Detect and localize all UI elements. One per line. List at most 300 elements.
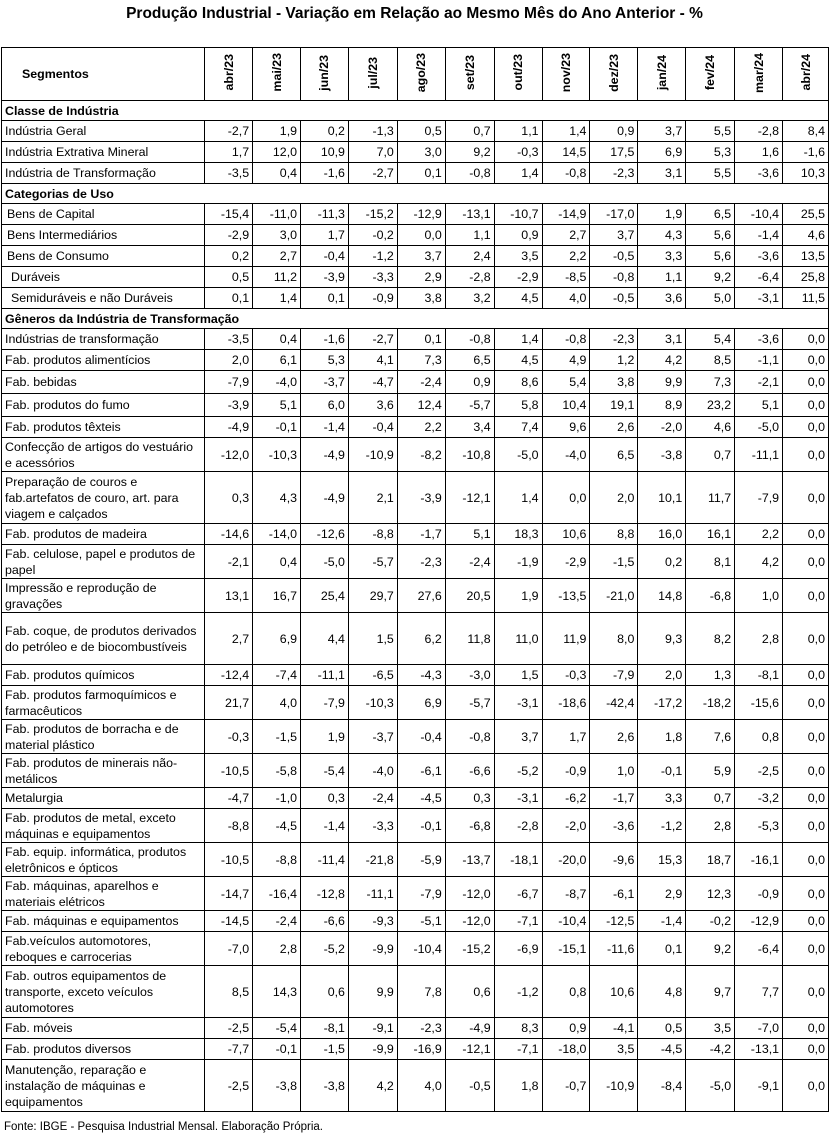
value-cell: -10,9 [590,1060,638,1112]
value-cell: 11,5 [783,288,829,309]
section-title: Gêneros da Indústria de Transformação [2,309,829,329]
value-cell: 1,4 [494,329,542,350]
value-cell: -1,2 [494,966,542,1018]
value-cell: -9,1 [735,1060,783,1112]
value-cell: 8,5 [205,966,253,1018]
value-cell: -8,4 [638,1060,686,1112]
value-cell: 6,5 [590,438,638,472]
value-cell: -9,6 [590,843,638,877]
value-cell: -1,3 [348,121,397,142]
value-cell: 10,4 [542,394,590,417]
value-cell: 0,3 [205,472,253,524]
value-cell: 0,3 [301,788,349,809]
table-row [2,438,829,472]
column-header [735,48,783,101]
source-note: Fonte: IBGE - Pesquisa Industrial Mensal. Elaboração Própria. [4,1121,323,1133]
value-cell: 3,7 [494,720,542,754]
value-cell: -0,8 [445,329,494,350]
value-cell: 5,1 [445,524,494,545]
value-cell: 5,1 [253,394,301,417]
column-header-label: jan/24 [654,54,669,91]
value-cell: -3,6 [735,329,783,350]
value-cell: 4,2 [735,545,783,579]
value-cell: -1,0 [253,788,301,809]
value-cell: 11,9 [542,613,590,665]
value-cell: -5,1 [397,911,445,932]
value-cell: 0,0 [783,350,829,371]
value-cell: -15,4 [205,204,253,225]
value-cell: 1,8 [494,1060,542,1112]
row-label: Impressão e reprodução de gravações [2,579,205,613]
value-cell: -7,0 [735,1018,783,1039]
value-cell: -1,4 [301,809,349,843]
value-cell: 0,6 [301,966,349,1018]
value-cell: 2,6 [590,720,638,754]
table-row [2,665,829,686]
table-row [2,225,829,246]
value-cell: 27,6 [397,579,445,613]
value-cell: 4,2 [638,350,686,371]
value-cell: -2,5 [205,1018,253,1039]
value-cell: 3,0 [253,225,301,246]
value-cell: -0,8 [445,720,494,754]
value-cell: -7,9 [301,686,349,720]
value-cell: 15,3 [638,843,686,877]
value-cell: 2,2 [735,524,783,545]
value-cell: 5,3 [686,142,735,163]
value-cell: -1,6 [783,142,829,163]
value-cell: -0,1 [397,809,445,843]
value-cell: -5,4 [301,754,349,788]
value-cell: 9,9 [638,371,686,394]
row-label: Confecção de artigos do vestuário e acessórios [2,438,205,472]
value-cell: -6,2 [542,788,590,809]
value-cell: 1,7 [301,225,349,246]
value-cell: 0,1 [301,288,349,309]
value-cell: 19,1 [590,394,638,417]
value-cell: 0,1 [638,932,686,966]
value-cell: 0,0 [783,843,829,877]
value-cell: 3,5 [686,1018,735,1039]
value-cell: -6,6 [445,754,494,788]
value-cell: -4,9 [205,417,253,438]
value-cell: 2,2 [542,246,590,267]
value-cell: -2,3 [397,545,445,579]
table-row [2,142,829,163]
value-cell: 1,4 [494,472,542,524]
value-cell: 12,3 [686,877,735,911]
value-cell: -3,6 [735,163,783,184]
value-cell: 11,2 [253,267,301,288]
value-cell: 5,5 [686,121,735,142]
value-cell: -2,4 [348,788,397,809]
value-cell: 10,3 [783,163,829,184]
value-cell: -2,7 [348,163,397,184]
table-row [2,809,829,843]
value-cell: -3,1 [494,788,542,809]
value-cell: 7,4 [494,417,542,438]
value-cell: -3,5 [205,329,253,350]
value-cell: -13,5 [542,579,590,613]
value-cell: -1,4 [638,911,686,932]
value-cell: 16,7 [253,579,301,613]
value-cell: -10,4 [397,932,445,966]
column-header-label: mar/24 [751,52,766,93]
column-header [205,48,253,101]
value-cell: 1,5 [348,613,397,665]
value-cell: 1,4 [542,121,590,142]
row-label: Fab. produtos químicos [2,665,205,686]
section-header-row [2,184,829,204]
value-cell: 5,4 [542,371,590,394]
value-cell: 0,2 [638,545,686,579]
value-cell: 3,3 [638,246,686,267]
value-cell: -6,9 [494,932,542,966]
value-cell: 14,5 [542,142,590,163]
column-header-label: fev/24 [703,54,718,91]
value-cell: -42,4 [590,686,638,720]
value-cell: -2,4 [397,371,445,394]
value-cell: -1,4 [735,225,783,246]
value-cell: -5,2 [494,754,542,788]
column-header-label: out/23 [511,54,526,91]
row-label: Fab. outros equipamentos de transporte, exceto veículos automotores [2,966,205,1018]
table-title: Produção Industrial - Variação em Relação ao Mesmo Mês do Ano Anterior - % [126,5,703,22]
value-cell: 0,0 [783,417,829,438]
value-cell: 5,9 [686,754,735,788]
value-cell: -9,3 [348,911,397,932]
value-cell: 29,7 [348,579,397,613]
value-cell: 25,4 [301,579,349,613]
value-cell: 6,9 [638,142,686,163]
row-label: Bens de Capital [2,204,205,225]
column-header-label: abr/23 [221,54,236,91]
value-cell: -7,9 [397,877,445,911]
value-cell: -6,1 [397,754,445,788]
value-cell: 2,8 [686,809,735,843]
value-cell: -6,4 [735,267,783,288]
value-cell: 4,3 [638,225,686,246]
value-cell: -2,5 [205,1060,253,1112]
value-cell: -10,4 [735,204,783,225]
value-cell: 13,1 [205,579,253,613]
value-cell: -18,2 [686,686,735,720]
value-cell: 7,8 [397,966,445,1018]
value-cell: -0,9 [735,877,783,911]
table-row [2,911,829,932]
value-cell: 17,5 [590,142,638,163]
row-label: Fab. produtos de madeira [2,524,205,545]
value-cell: -13,1 [735,1039,783,1060]
value-cell: 6,0 [301,394,349,417]
value-cell: -8,5 [542,267,590,288]
value-cell: 0,2 [205,246,253,267]
value-cell: 6,1 [253,350,301,371]
value-cell: -10,5 [205,754,253,788]
value-cell: -2,1 [205,545,253,579]
value-cell: -0,5 [590,246,638,267]
value-cell: -0,8 [542,163,590,184]
value-cell: 1,1 [638,267,686,288]
value-cell: -2,3 [397,1018,445,1039]
value-cell: -5,7 [445,394,494,417]
value-cell: 0,5 [205,267,253,288]
value-cell: 10,6 [590,966,638,1018]
value-cell: 3,0 [397,142,445,163]
value-cell: -13,7 [445,843,494,877]
value-cell: -0,1 [638,754,686,788]
value-cell: -0,2 [348,225,397,246]
column-header [301,48,349,101]
value-cell: 0,9 [590,121,638,142]
value-cell: -3,1 [735,288,783,309]
value-cell: -3,3 [348,267,397,288]
value-cell: -14,6 [205,524,253,545]
value-cell: 25,5 [783,204,829,225]
row-label: Fab. produtos farmoquímicos e farmacêuticos [2,686,205,720]
value-cell: 5,8 [494,394,542,417]
value-cell: -5,7 [348,545,397,579]
value-cell: 2,9 [397,267,445,288]
value-cell: 0,0 [783,911,829,932]
table-row [2,524,829,545]
value-cell: -12,8 [301,877,349,911]
value-cell: -1,6 [301,163,349,184]
table-row [2,754,829,788]
value-cell: 4,9 [542,350,590,371]
value-cell: -12,1 [445,472,494,524]
row-label: Fab. celulose, papel e produtos de papel [2,545,205,579]
table-row [2,267,829,288]
value-cell: 9,2 [686,932,735,966]
value-cell: 13,5 [783,246,829,267]
table-row [2,472,829,524]
value-cell: -0,4 [301,246,349,267]
value-cell: -14,0 [253,524,301,545]
value-cell: 18,7 [686,843,735,877]
value-cell: -0,8 [590,267,638,288]
value-cell: -1,7 [590,788,638,809]
value-cell: 0,0 [783,613,829,665]
value-cell: 9,6 [542,417,590,438]
row-label: Indústria Extrativa Mineral [2,142,205,163]
value-cell: -3,5 [205,163,253,184]
value-cell: -0,3 [494,142,542,163]
value-cell: -5,0 [686,1060,735,1112]
value-cell: 6,5 [445,350,494,371]
value-cell: -3,2 [735,788,783,809]
value-cell: 0,0 [783,579,829,613]
value-cell: 0,0 [783,665,829,686]
value-cell: 4,0 [542,288,590,309]
value-cell: -1,5 [253,720,301,754]
header-row [2,48,829,101]
table-row [2,417,829,438]
value-cell: 6,2 [397,613,445,665]
value-cell: -2,3 [590,329,638,350]
value-cell: -2,9 [205,225,253,246]
value-cell: -11,4 [301,843,349,877]
value-cell: 0,8 [542,966,590,1018]
value-cell: 0,7 [686,438,735,472]
value-cell: -8,2 [397,438,445,472]
value-cell: 1,3 [686,665,735,686]
value-cell: 4,0 [397,1060,445,1112]
value-cell: 8,8 [590,524,638,545]
column-header-label: set/23 [462,54,477,91]
value-cell: -0,8 [542,329,590,350]
row-label: Preparação de couros e fab.artefatos de couro, art. para viagem e calçados [2,472,205,524]
value-cell: -17,2 [638,686,686,720]
row-label: Bens de Consumo [2,246,205,267]
value-cell: -4,5 [638,1039,686,1060]
value-cell: -2,4 [445,545,494,579]
value-cell: -3,8 [301,1060,349,1112]
value-cell: -2,4 [253,911,301,932]
value-cell: 2,8 [253,932,301,966]
value-cell: 2,2 [397,417,445,438]
value-cell: -11,0 [253,204,301,225]
value-cell: -1,5 [301,1039,349,1060]
value-cell: 1,2 [590,350,638,371]
value-cell: -14,9 [542,204,590,225]
table-row [2,350,829,371]
value-cell: 21,7 [205,686,253,720]
value-cell: 2,6 [590,417,638,438]
value-cell: 1,7 [542,720,590,754]
value-cell: -10,9 [348,438,397,472]
value-cell: 6,5 [686,204,735,225]
value-cell: 0,0 [783,1060,829,1112]
value-cell: 0,0 [783,932,829,966]
value-cell: 1,4 [494,163,542,184]
value-cell: 1,1 [494,121,542,142]
value-cell: 0,0 [783,329,829,350]
value-cell: -10,8 [445,438,494,472]
value-cell: 11,8 [445,613,494,665]
value-cell: -5,0 [494,438,542,472]
row-label: Indústria Geral [2,121,205,142]
value-cell: 8,9 [638,394,686,417]
value-cell: -3,0 [445,665,494,686]
column-header [494,48,542,101]
column-header [542,48,590,101]
value-cell: 20,5 [445,579,494,613]
value-cell: 14,3 [253,966,301,1018]
value-cell: -0,9 [542,754,590,788]
value-cell: 2,7 [253,246,301,267]
value-cell: -18,1 [494,843,542,877]
value-cell: 3,2 [445,288,494,309]
value-cell: -3,7 [348,720,397,754]
value-cell: 1,9 [301,720,349,754]
value-cell: 3,5 [590,1039,638,1060]
value-cell: -0,9 [348,288,397,309]
value-cell: 1,8 [638,720,686,754]
value-cell: -7,9 [205,371,253,394]
value-cell: -12,0 [205,438,253,472]
value-cell: 7,6 [686,720,735,754]
value-cell: 1,7 [205,142,253,163]
value-cell: -12,0 [445,877,494,911]
row-label: Fab.veículos automotores, reboques e carrocerias [2,932,205,966]
value-cell: -11,3 [301,204,349,225]
header-segmentos: Segmentos [2,48,205,101]
value-cell: -14,5 [205,911,253,932]
column-header-label: abr/24 [798,54,813,91]
table-row [2,288,829,309]
value-cell: -0,4 [397,720,445,754]
value-cell: -13,1 [445,204,494,225]
section-title: Categorias de Uso [2,184,829,204]
value-cell: 2,7 [542,225,590,246]
value-cell: -20,0 [542,843,590,877]
value-cell: 5,6 [686,246,735,267]
value-cell: -3,1 [494,686,542,720]
value-cell: -2,0 [542,809,590,843]
value-cell: -1,5 [590,545,638,579]
column-header-label: jun/23 [317,54,332,91]
value-cell: 9,7 [686,966,735,1018]
column-header [397,48,445,101]
value-cell: -0,5 [590,288,638,309]
value-cell: -7,0 [205,932,253,966]
value-cell: 11,7 [686,472,735,524]
value-cell: 0,0 [783,1018,829,1039]
value-cell: -2,8 [494,809,542,843]
table-row [2,163,829,184]
row-label: Fab. máquinas, aparelhos e materiais elétricos [2,877,205,911]
row-label: Indústrias de transformação [2,329,205,350]
value-cell: -4,0 [253,371,301,394]
value-cell: -7,9 [590,665,638,686]
value-cell: -6,4 [735,932,783,966]
column-header [253,48,301,101]
value-cell: -3,9 [397,472,445,524]
value-cell: 9,2 [686,267,735,288]
value-cell: 0,8 [735,720,783,754]
value-cell: -7,4 [253,665,301,686]
table-row [2,121,829,142]
value-cell: 0,0 [783,371,829,394]
value-cell: 4,8 [638,966,686,1018]
column-header-label: dez/23 [606,53,621,92]
value-cell: 3,4 [445,417,494,438]
row-label: Semiduráveis e não Duráveis [2,288,205,309]
value-cell: 3,8 [590,371,638,394]
value-cell: -14,7 [205,877,253,911]
value-cell: 0,6 [445,966,494,1018]
value-cell: -11,6 [590,932,638,966]
value-cell: 3,3 [638,788,686,809]
value-cell: -3,8 [253,1060,301,1112]
row-label: Fab. produtos de metal, exceto máquinas e equipamentos [2,809,205,843]
value-cell: -3,7 [301,371,349,394]
value-cell: 0,0 [783,788,829,809]
value-cell: 8,2 [686,613,735,665]
value-cell: -1,2 [348,246,397,267]
value-cell: -7,7 [205,1039,253,1060]
value-cell: -10,5 [205,843,253,877]
value-cell: -4,7 [348,371,397,394]
column-header [445,48,494,101]
value-cell: 8,6 [494,371,542,394]
value-cell: -21,0 [590,579,638,613]
value-cell: 0,1 [397,329,445,350]
value-cell: -8,1 [735,665,783,686]
value-cell: 0,0 [783,754,829,788]
value-cell: -6,6 [301,911,349,932]
